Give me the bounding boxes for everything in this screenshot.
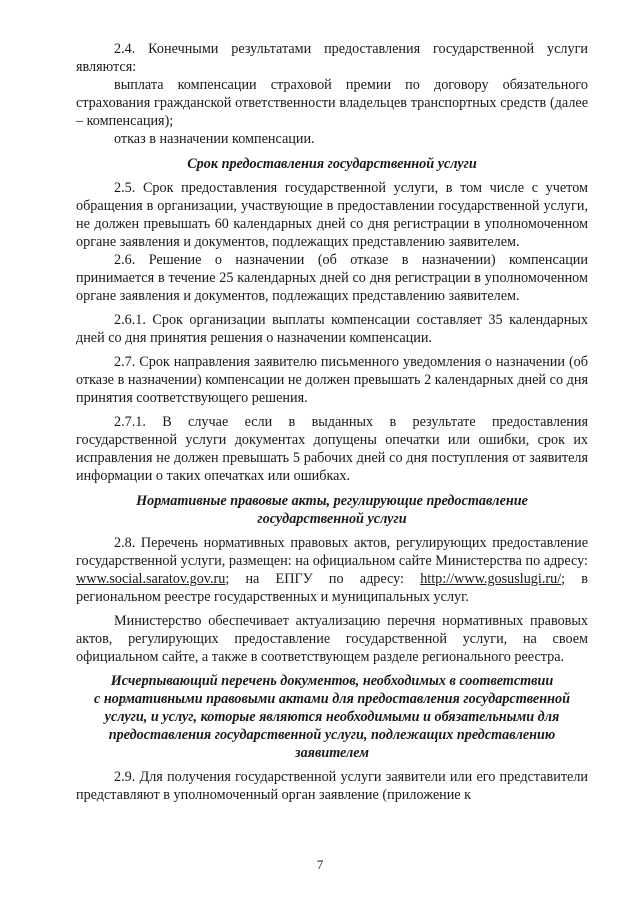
paragraph-2-4-item-b: отказ в назначении компенсации.: [114, 131, 315, 147]
paragraph-2-8-text-2: ; на ЕПГУ по адресу:: [225, 571, 421, 587]
paragraph-2-7-1: 2.7.1. В случае если в выданных в результате предоставления государственной услуги документах допущены опечатки или ошибки, срок их исправления не должен превышать 5 рабочих дней со дня поступления от заявителя информации о таких опечатках или ошибках.: [76, 414, 588, 484]
heading-documents-line-3: услуги, и услуг, которые являются необходимыми и обязательными для: [104, 709, 560, 725]
paragraph-2-4: 2.4. Конечными результатами предоставления государственной услуги являются:: [76, 41, 588, 75]
heading-documents-line-4: предоставления государственной услуги, подлежащих представлению: [108, 727, 556, 743]
paragraph-2-8-text-3: ; в региональном реестре государственных и муниципальных услуг.: [76, 571, 588, 605]
link-social-saratov[interactable]: www.social.saratov.gov.ru: [76, 571, 226, 587]
heading-documents: [76, 672, 588, 762]
paragraph-2-4-item-a: выплата компенсации страховой премии по договору обязательного страхования гражданской ответственности владельцев транспортных средств (далее – компенсация);: [76, 77, 588, 129]
paragraph-ministry: Министерство обеспечивает актуализацию перечня нормативных правовых актов, регулирующих предоставление государственной услуги, на своем официальном сайте, а также в соответствующем разделе регионального реестра.: [76, 613, 588, 665]
heading-normative-line-1: Нормативные правовые акты, регулирующие предоставление: [136, 493, 528, 509]
heading-documents-line-1: Исчерпывающий перечень документов, необходимых в соответствии: [110, 673, 554, 689]
page-number: 7: [316, 857, 324, 872]
paragraph-2-5: 2.5. Срок предоставления государственной услуги, в том числе с учетом обращения в организации, участвующие в предоставлении государственной услуги, не должен превышать 60 календарных дней со дня регистрации в уполномоченном органе заявления и документов, подлежащих представлению заявителем.: [76, 180, 588, 250]
heading-documents-line-5: заявителем: [295, 745, 369, 761]
heading-normative-acts: [76, 492, 588, 528]
paragraph-2-8-text-1: 2.8. Перечень нормативных правовых актов, регулирующих предоставление государственной услуги, размещен: на официальном сайте Министерства по адресу:: [76, 535, 588, 569]
paragraph-2-6-1: 2.6.1. Срок организации выплаты компенсации составляет 35 календарных дней со дня принятия решения о назначении компенсации.: [76, 312, 588, 346]
heading-normative-line-2: государственной услуги: [257, 511, 407, 527]
heading-term: Срок предоставления государственной услуги: [187, 156, 477, 172]
heading-documents-line-2: с нормативными правовыми актами для предоставления государственной: [94, 691, 570, 707]
paragraph-2-7: 2.7. Срок направления заявителю письменного уведомления о назначении (об отказе в назначении) компенсации не должен превышать 2 календарных дней со дня принятия соответствующего решения.: [76, 354, 588, 406]
paragraph-2-9: 2.9. Для получения государственной услуги заявители или его представители представляют в уполномоченный орган заявление (приложение к: [76, 769, 588, 803]
link-gosuslugi[interactable]: http://www.gosuslugi.ru/: [420, 571, 562, 587]
paragraph-2-6: 2.6. Решение о назначении (об отказе в назначении) компенсации принимается в течение 25 календарных дней со дня регистрации в уполномоченном органе заявления и документов, подлежащих представлению заявителем.: [76, 252, 588, 304]
paragraph-2-8: [76, 534, 588, 606]
